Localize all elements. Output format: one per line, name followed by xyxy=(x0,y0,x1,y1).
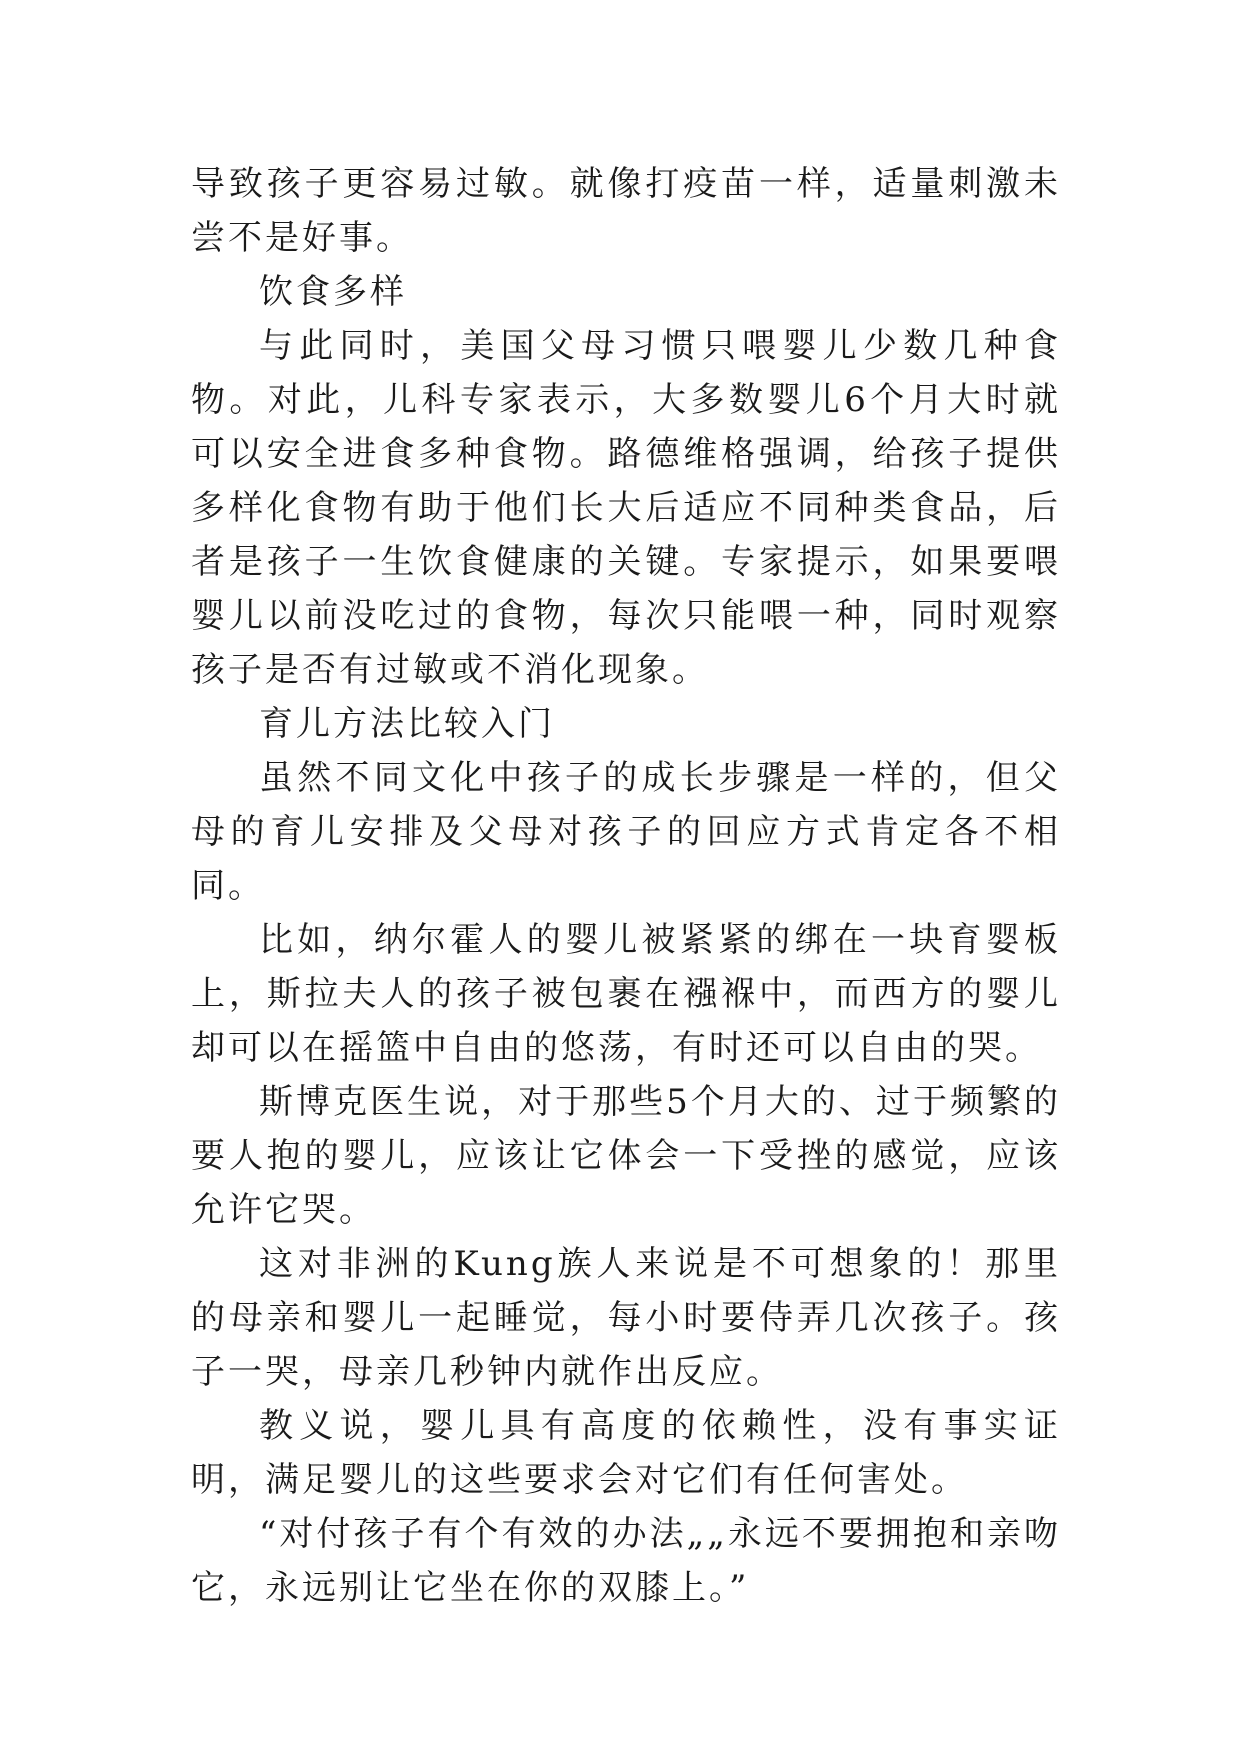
paragraph-quote: “对付孩子有个有效的办法„„永远不要拥抱和亲吻它，永远别让它坐在你的双膝上。” xyxy=(191,1514,1061,1608)
paragraph-doctrine: 教义说，婴儿具有高度的依赖性，没有事实证明，满足婴儿的这些要求会对它们有任何害处。 xyxy=(191,1406,1061,1500)
paragraph-culture-differences: 虽然不同文化中孩子的成长步骤是一样的，但父母的育儿安排及父母对孩子的回应方式肯定各不相同。 xyxy=(191,758,1061,906)
heading-diet-variety: 饮食多样 xyxy=(259,272,407,312)
document-body xyxy=(191,157,1061,1615)
paragraph-examples: 比如，纳尔霍人的婴儿被紧紧的绑在一块育婴板上，斯拉夫人的孩子被包裹在襁褓中，而西方的婴儿却可以在摇篮中自由的悠荡，有时还可以自由的哭。 xyxy=(191,920,1061,1068)
paragraph-kung: 这对非洲的Kung族人来说是不可想象的！那里的母亲和婴儿一起睡觉，每小时要侍弄几次孩子。孩子一哭，母亲几秒钟内就作出反应。 xyxy=(191,1244,1061,1392)
paragraph-allergy-continued: 导致孩子更容易过敏。就像打疫苗一样，适量刺激未尝不是好事。 xyxy=(191,164,1061,258)
paragraph-diet-variety: 与此同时，美国父母习惯只喂婴儿少数几种食物。对此，儿科专家表示，大多数婴儿6个月大时就可以安全进食多种食物。路德维格强调，给孩子提供多样化食物有助于他们长大后适应不同种类食品，后者是孩子一生饮食健康的关键。专家提示，如果要喂婴儿以前没吃过的食物，每次只能喂一种，同时观察孩子是否有过敏或不消化现象。 xyxy=(191,326,1061,690)
heading-parenting-comparison: 育儿方法比较入门 xyxy=(259,704,555,744)
paragraph-spock: 斯博克医生说，对于那些5个月大的、过于频繁的要人抱的婴儿，应该让它体会一下受挫的感觉，应该允许它哭。 xyxy=(191,1082,1061,1230)
